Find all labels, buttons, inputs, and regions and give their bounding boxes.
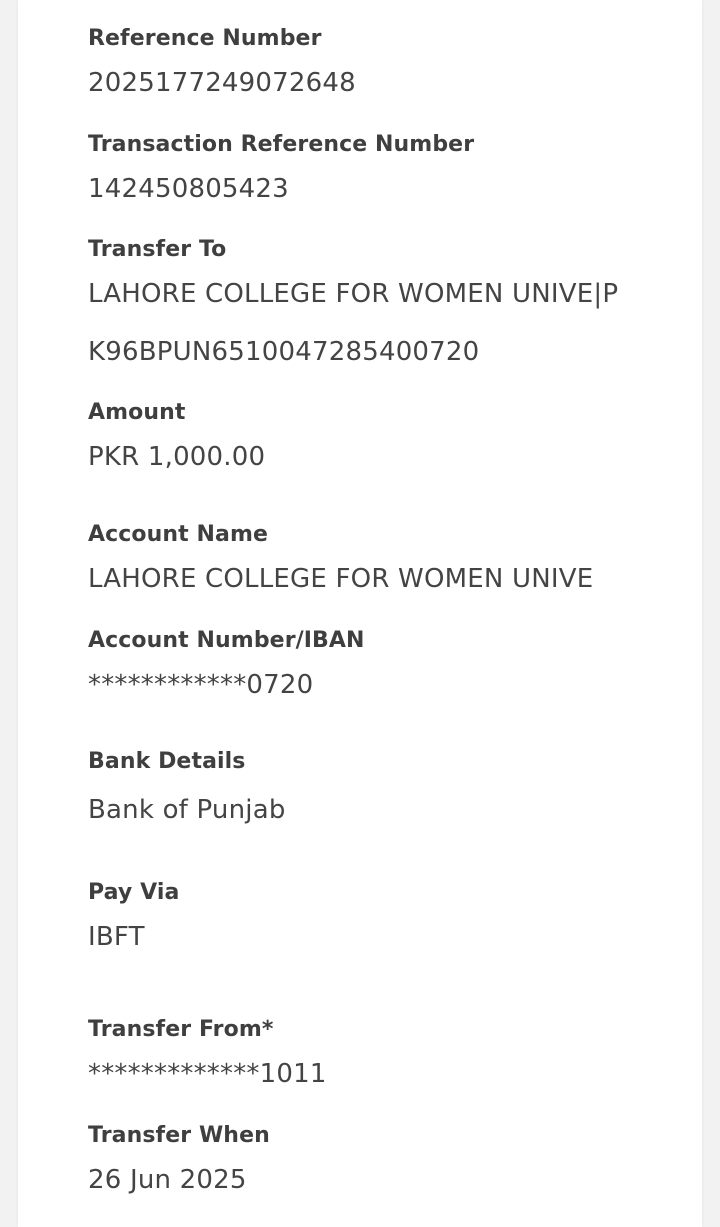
- amount-value: PKR 1,000.00: [88, 442, 266, 472]
- transfer-to-label: Transfer To: [88, 237, 227, 262]
- account-number-value: ************0720: [88, 670, 314, 700]
- transfer-when-label: Transfer When: [88, 1123, 270, 1148]
- account-name-value: LAHORE COLLEGE FOR WOMEN UNIVE: [88, 564, 594, 594]
- account-name-label: Account Name: [88, 522, 269, 547]
- reference-number-value: 2025177249072648: [88, 68, 356, 98]
- amount-label: Amount: [88, 400, 186, 425]
- transfer-from-value: *************1011: [88, 1059, 327, 1089]
- transaction-reference-number-label: Transaction Reference Number: [88, 132, 475, 157]
- reference-number-label: Reference Number: [88, 26, 322, 51]
- bank-details-value: Bank of Punjab: [88, 795, 286, 825]
- transfer-to-name: LAHORE COLLEGE FOR WOMEN UNIVE|P: [88, 279, 619, 309]
- pay-via-label: Pay Via: [88, 880, 180, 905]
- transaction-reference-number-value: 142450805423: [88, 174, 289, 204]
- transfer-from-label: Transfer From*: [88, 1017, 274, 1042]
- pay-via-value: IBFT: [88, 922, 145, 952]
- bank-details-label: Bank Details: [88, 749, 246, 774]
- transfer-to-iban: K96BPUN6510047285400720: [88, 337, 480, 367]
- account-number-label: Account Number/IBAN: [88, 628, 365, 653]
- transfer-when-value: 26 Jun 2025: [88, 1165, 247, 1195]
